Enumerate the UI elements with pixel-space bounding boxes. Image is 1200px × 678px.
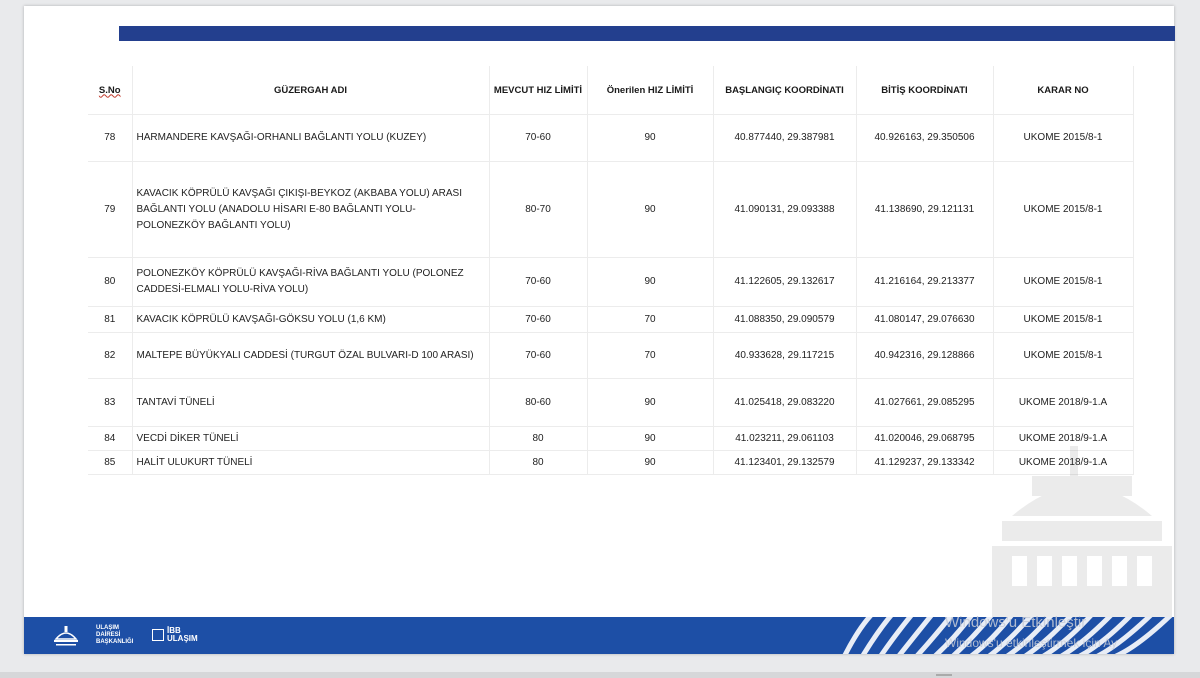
department-line-3: BAŞKANLIĞI bbox=[96, 639, 134, 645]
cell-route-name: KAVACIK KÖPRÜLÜ KAVŞAĞI-GÖKSU YOLU (1,6 KM) bbox=[132, 307, 489, 333]
header-proposed-limit: Önerilen HIZ LİMİTİ bbox=[587, 66, 713, 115]
cell-start-coordinate: 41.025418, 29.083220 bbox=[713, 379, 856, 427]
header-start-coordinate: BAŞLANGIÇ KOORDİNATI bbox=[713, 66, 856, 115]
cell-end-coordinate: 41.216164, 29.213377 bbox=[856, 258, 993, 307]
cell-proposed-limit: 90 bbox=[587, 115, 713, 162]
cell-decision-no: UKOME 2015/8-1 bbox=[993, 115, 1133, 162]
cell-decision-no: UKOME 2018/9-1.A bbox=[993, 427, 1133, 451]
table-row bbox=[88, 162, 1133, 258]
cell-current-limit: 80-70 bbox=[489, 162, 587, 258]
cell-start-coordinate: 41.090131, 29.093388 bbox=[713, 162, 856, 258]
cell-route-name: POLONEZKÖY KÖPRÜLÜ KAVŞAĞI-RİVA BAĞLANTI YOLU (POLONEZ CADDESİ-ELMALI YOLU-RİVA YOLU) bbox=[132, 258, 489, 307]
cell-start-coordinate: 41.088350, 29.090579 bbox=[713, 307, 856, 333]
header-sno: S.No bbox=[88, 66, 132, 115]
header-decision-no: KARAR NO bbox=[993, 66, 1133, 115]
cell-decision-no: UKOME 2018/9-1.A bbox=[993, 451, 1133, 475]
cell-current-limit: 80-60 bbox=[489, 379, 587, 427]
windows-activation-notice bbox=[945, 612, 1117, 654]
table-row bbox=[88, 307, 1133, 333]
header-end-coordinate: BİTİŞ KOORDİNATI bbox=[856, 66, 993, 115]
department-label bbox=[96, 625, 133, 646]
cell-current-limit: 70-60 bbox=[489, 307, 587, 333]
speed-limit-table bbox=[88, 66, 1134, 475]
cell-decision-no: UKOME 2015/8-1 bbox=[993, 333, 1133, 379]
cell-start-coordinate: 41.122605, 29.132617 bbox=[713, 258, 856, 307]
cell-sno: 79 bbox=[88, 162, 132, 258]
department-line-2: DAİRESİ bbox=[96, 632, 121, 638]
cell-proposed-limit: 90 bbox=[587, 258, 713, 307]
cell-start-coordinate: 41.123401, 29.132579 bbox=[713, 451, 856, 475]
department-line-1: ULAŞIM bbox=[96, 625, 119, 631]
cell-route-name: HALİT ULUKURT TÜNELİ bbox=[132, 451, 489, 475]
ulasim-logo-icon bbox=[152, 629, 164, 641]
table-row bbox=[88, 115, 1133, 162]
header-current-limit: MEVCUT HIZ LİMİTİ bbox=[489, 66, 587, 115]
cell-proposed-limit: 70 bbox=[587, 307, 713, 333]
ibb-logo-icon bbox=[52, 625, 80, 647]
table-header-row bbox=[88, 66, 1133, 115]
cell-current-limit: 70-60 bbox=[489, 258, 587, 307]
table-row bbox=[88, 258, 1133, 307]
brand-top: İBB bbox=[167, 626, 181, 635]
table-row bbox=[88, 379, 1133, 427]
cell-route-name: MALTEPE BÜYÜKYALI CADDESİ (TURGUT ÖZAL BULVARI-D 100 ARASI) bbox=[132, 333, 489, 379]
cell-decision-no: UKOME 2015/8-1 bbox=[993, 307, 1133, 333]
cell-decision-no: UKOME 2015/8-1 bbox=[993, 258, 1133, 307]
cell-current-limit: 80 bbox=[489, 451, 587, 475]
cell-end-coordinate: 40.926163, 29.350506 bbox=[856, 115, 993, 162]
cell-end-coordinate: 41.080147, 29.076630 bbox=[856, 307, 993, 333]
activation-subtitle: Windows'u etkinleştirmek için Ay bbox=[945, 636, 1118, 650]
city-skyline-watermark bbox=[992, 446, 1172, 636]
table-row bbox=[88, 333, 1133, 379]
cell-sno: 80 bbox=[88, 258, 132, 307]
cell-sno: 85 bbox=[88, 451, 132, 475]
cell-current-limit: 80 bbox=[489, 427, 587, 451]
cell-end-coordinate: 41.138690, 29.121131 bbox=[856, 162, 993, 258]
presentation-slide bbox=[24, 6, 1174, 654]
cell-route-name: HARMANDERE KAVŞAĞI-ORHANLI BAĞLANTI YOLU (KUZEY) bbox=[132, 115, 489, 162]
cell-current-limit: 70-60 bbox=[489, 333, 587, 379]
cell-route-name: VECDİ DİKER TÜNELİ bbox=[132, 427, 489, 451]
cell-end-coordinate: 41.027661, 29.085295 bbox=[856, 379, 993, 427]
cell-sno: 78 bbox=[88, 115, 132, 162]
cell-proposed-limit: 90 bbox=[587, 162, 713, 258]
table-row bbox=[88, 427, 1133, 451]
cell-proposed-limit: 90 bbox=[587, 427, 713, 451]
bottom-dash bbox=[936, 674, 952, 676]
ulasim-brand bbox=[152, 627, 198, 643]
cell-sno: 83 bbox=[88, 379, 132, 427]
cell-proposed-limit: 70 bbox=[587, 333, 713, 379]
cell-end-coordinate: 41.129237, 29.133342 bbox=[856, 451, 993, 475]
activation-title: Windows'u Etkinleştir bbox=[945, 614, 1087, 631]
cell-current-limit: 70-60 bbox=[489, 115, 587, 162]
header-accent-bar bbox=[119, 26, 1175, 41]
cell-proposed-limit: 90 bbox=[587, 451, 713, 475]
cell-start-coordinate: 41.023211, 29.061103 bbox=[713, 427, 856, 451]
cell-route-name: KAVACIK KÖPRÜLÜ KAVŞAĞI ÇIKIŞI-BEYKOZ (AKBABA YOLU) ARASI BAĞLANTI YOLU (ANADOLU HİSARI E-80 BAĞLANTI YOLU-POLONEZKÖY BAĞLANTI YOLU) bbox=[132, 162, 489, 258]
cell-end-coordinate: 41.020046, 29.068795 bbox=[856, 427, 993, 451]
cell-start-coordinate: 40.877440, 29.387981 bbox=[713, 115, 856, 162]
cell-decision-no: UKOME 2015/8-1 bbox=[993, 162, 1133, 258]
cell-sno: 82 bbox=[88, 333, 132, 379]
bottom-strip bbox=[0, 672, 1200, 678]
cell-end-coordinate: 40.942316, 29.128866 bbox=[856, 333, 993, 379]
header-route-name: GÜZERGAH ADI bbox=[132, 66, 489, 115]
table-row bbox=[88, 451, 1133, 475]
cell-route-name: TANTAVİ TÜNELİ bbox=[132, 379, 489, 427]
cell-sno: 81 bbox=[88, 307, 132, 333]
cell-sno: 84 bbox=[88, 427, 132, 451]
cell-start-coordinate: 40.933628, 29.117215 bbox=[713, 333, 856, 379]
cell-decision-no: UKOME 2018/9-1.A bbox=[993, 379, 1133, 427]
cell-proposed-limit: 90 bbox=[587, 379, 713, 427]
brand-bottom: ULAŞIM bbox=[167, 634, 198, 643]
